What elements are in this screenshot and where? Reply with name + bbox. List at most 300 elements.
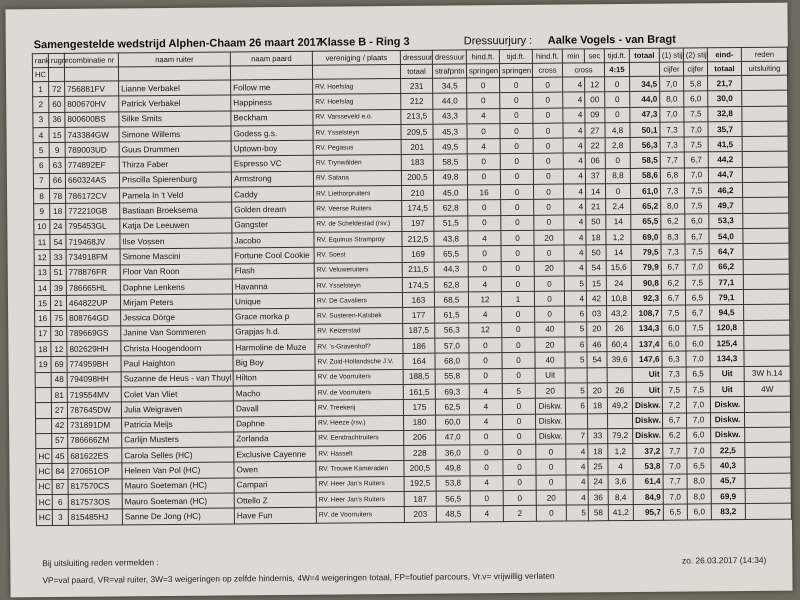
cell-reden [742,152,788,168]
cell-s1: 7,0 [660,76,684,92]
cell-ts: 2 [503,506,536,522]
cell-min: 4 [563,138,585,153]
col-cijfer2: cijfer [683,62,707,76]
cell-sec: 50 [586,245,606,260]
cell-ver: RV. Heer Jan's Ruiters [316,476,404,492]
cell-tot: 58,6 [630,168,660,184]
cell-s2: 6,5 [687,458,711,474]
cell-rug: 45 [52,449,68,464]
cell-eind: 49,7 [709,198,743,214]
cell-rank: 13 [34,265,50,280]
cell-min: 5 [564,276,586,291]
cell-tot: Uit [632,382,662,398]
cell-rug: 42 [52,418,68,433]
cell-hc: 0 [534,276,564,292]
cell-comb: 719468JV [66,234,120,250]
cell-ruiter: Simone Mascini [120,248,232,264]
cell-paard: Owen [234,462,316,478]
cell-hs: 0 [470,445,503,461]
cell-hs: 16 [467,185,500,201]
col-cross2: cross [562,63,604,77]
cell-rank: 4 [33,127,49,142]
cell-comb: 772210GB [66,203,120,219]
cell-dr: 192,5 [404,476,436,492]
cell-ruiter: Patrick Verbakel [119,95,231,111]
cell-ver: RV. Soest [314,247,402,263]
cell-paard: Grace morka p [233,309,315,325]
cell-sp: 49,8 [433,170,467,186]
cell-hc: 0 [533,184,563,200]
cell-sp: 47,0 [436,430,470,446]
cell-min: 4 [566,444,588,459]
cell-min: 4 [563,169,585,184]
cell-hs: 0 [468,215,501,231]
cell-eind: 83,2 [711,504,745,520]
cell-reden [743,197,789,213]
cell-min: 4 [563,92,585,107]
cell-paard: Havanna [232,278,314,294]
cell-tc: 26 [607,382,632,398]
cell-ruiter: Bastiaan Broeksema [120,202,232,218]
cell-s1: 7,7 [660,152,684,168]
cell-tot: 69,0 [631,229,661,245]
cell-s1: 6,0 [662,321,686,337]
cell-dr: 164 [403,354,435,370]
cell-paard: Happiness [231,95,313,111]
cell-ruiter: Patricia Meijs [122,416,234,432]
cell-rug: 27 [51,403,67,418]
cell-dr: 209,5 [401,124,433,140]
cell-s1: 7,0 [660,107,684,123]
cell-sp: 56,3 [435,323,469,339]
cell-s1: 7,7 [663,443,687,459]
cell-eind: 125,4 [710,336,744,352]
cell-hc: 0 [533,138,563,154]
cell-hs: 0 [470,429,503,445]
cell-tot: 65,5 [631,214,661,230]
cell-ruiter: Jessica Dörge [121,309,233,325]
cell-comb: 815485HJ [68,509,122,525]
cell-ver: RV. Hoefslag [313,78,401,94]
cell-ts: 0 [501,200,534,216]
cell-rug: 24 [50,219,66,234]
cell-s1: 7,3 [660,183,684,199]
cell-ver: RV. Veluweruiters [314,262,402,278]
cell-eind: 79,1 [709,290,743,306]
cell-eind: Diskw. [711,427,745,443]
col-eind-totaal: totaal [707,62,741,76]
cell-ts: 0 [503,460,536,476]
cell-tc: 4,8 [605,122,630,138]
cell-paard: Exclusive Cayenne [234,446,316,462]
competition-title: Samengestelde wedstrijd Alphen-Chaam 26 maart 2017 [33,36,322,52]
cell-ts: 0 [500,93,533,109]
cell-min: 5 [565,352,587,367]
cell-min: 7 [566,429,588,444]
cell-rank: 17 [35,326,51,341]
cell-ts: 0 [501,215,534,231]
cell-sp: 45,3 [433,124,467,140]
cell-eind: 64,7 [709,244,743,260]
cell-rug: 69 [51,357,67,372]
cell-reden [743,289,789,305]
cell-paard: Macho [233,385,315,401]
cell-tc: 26 [607,321,632,337]
cell-hc: 0 [533,77,563,93]
col-hind-cross: hind.ft. [532,49,562,63]
col-cijfer1: cijfer [659,62,683,76]
cell-tc: 79,2 [608,428,633,444]
cell-ruiter: Colet Van Vliet [121,386,233,402]
cell-rank [35,387,51,402]
cell-paard: Follow me [231,79,313,95]
cell-tot: 79,5 [631,244,661,260]
cell-eind: 32,8 [708,106,742,122]
cell-rug: 87 [52,479,68,494]
cell-ruiter: Lianne Verbakel [119,80,231,96]
cell-eind: 21,7 [708,76,742,92]
cell-rank: HC [36,449,52,464]
col-cross1: cross [532,63,562,77]
cell-hc: Diskw. [535,398,565,414]
cell-dr: 212,5 [402,231,434,247]
cell-s2: 7,5 [684,106,708,122]
cell-ts: 0 [500,123,533,139]
cell-hc: 0 [536,475,566,491]
cell-dr: 200,5 [404,461,436,477]
cell-dr: 201 [401,139,433,155]
cell-ver: RV. Heeze (rsv.) [316,415,404,431]
cell-eind: 120,8 [710,320,744,336]
cell-paard: Beckham [231,110,313,126]
cell-dr: 180 [404,415,436,431]
cell-comb: 786172CV [66,188,120,204]
cell-paard: Jacobo [232,232,314,248]
cell-s1: 7,3 [661,244,685,260]
cell-reden [743,274,789,290]
cell-s1: 7,5 [662,305,686,321]
cell-ver: RV. de Voorruiters [315,369,403,385]
cell-tc: 8,8 [605,168,630,184]
cell-sec: 36 [588,490,608,505]
cell-reden [745,503,791,519]
cell-paard: Ottello Z [234,492,316,508]
cell-hc: 0 [534,215,564,231]
cell-paard: Have Fun [234,508,316,524]
cell-s1: 7,3 [662,367,686,383]
cell-sp: 57,0 [435,338,469,354]
cell-tot: 37,2 [633,443,663,459]
cell-tot: 61,0 [630,183,660,199]
cell-hs: 0 [468,200,501,216]
cell-rank: 19 [35,357,51,372]
cell-tc: 1,2 [608,444,633,460]
jury-label: Dressuurjury : [463,34,533,48]
cell-reden [744,335,790,351]
cell-min: 4 [566,459,588,474]
cell-s2: 6,7 [684,152,708,168]
cell-s1: 7,0 [663,489,687,505]
cell-ver: RV. de Voorruiters [316,507,404,523]
cell-min: 4 [563,184,585,199]
cell-hs: 4 [470,475,503,491]
cell-hs: 0 [468,261,501,277]
cell-min: 4 [564,199,586,214]
results-table [32,47,792,526]
cell-rug: 57 [52,433,68,448]
cell-tc: 39,6 [607,352,632,368]
cell-min: 4 [566,475,588,490]
cell-reden [745,458,791,474]
cell-s2: 7,0 [686,351,710,367]
cell-reden [742,106,788,122]
cell-s2: 7,0 [684,168,708,184]
cell-hc: 0 [533,108,563,124]
cell-comb: 808764GD [67,310,121,326]
cell-eind: 35,7 [708,121,742,137]
cell-ts: 0 [503,429,536,445]
cell-rug: 33 [50,250,66,265]
cell-eind: Uit [710,366,744,382]
cell-sp: 36,0 [436,445,470,461]
cell-sp: 34,5 [433,78,467,94]
cell-s1: 6,3 [662,351,686,367]
cell-sp: 45,0 [434,185,468,201]
col-paard: naam paard [230,51,312,66]
cell-s1: 6,2 [663,428,687,444]
cell-s2: 6,0 [685,213,709,229]
cell-hs: 0 [470,491,503,507]
cell-tc: 4 [608,459,633,475]
cell-hs: 4 [468,276,501,292]
col-springen1: springen [466,64,499,78]
cell-tot: 95,7 [633,505,663,521]
cell-sp: 62,5 [435,399,469,415]
cell-paard: Hilton [233,370,315,386]
cell-sec: 20 [587,321,607,336]
col-stijl1: (1) stijl [659,48,683,62]
col-eind: eind- [707,48,741,62]
cell-min: 5 [565,322,587,337]
cell-min: 6 [565,337,587,352]
cell-tot: 79,9 [631,260,661,276]
cell-hc: Diskw. [536,429,566,445]
cell-comb: 786665HL [66,280,120,296]
col-uitsluiting: uitsluiting [741,61,787,75]
cell-hc: 20 [535,337,565,353]
cell-tc [607,367,632,383]
cell-ver: RV. Heer Jan's Ruiters [316,491,404,507]
cell-dr: 212 [401,93,433,109]
cell-tot: 44,0 [630,92,660,108]
cell-eind: Diskw. [710,397,744,413]
cell-hc: 20 [534,230,564,246]
cell-sec [587,413,607,428]
cell-ver: RV. Eendrachtruiters [316,430,404,446]
cell-hs: 4 [467,108,500,124]
col-stijl2: (2) stijl [683,48,707,62]
cell-rank: 11 [34,235,50,250]
cell-sec: 27 [585,123,605,138]
cell-sec: 03 [587,306,607,321]
cell-rug: 18 [50,204,66,219]
col-hc: HC [32,68,48,82]
cell-reden [745,442,791,458]
cell-eind: 66,2 [709,259,743,275]
cell-ruiter: Guus Drummen [119,141,231,157]
cell-rank: 3 [33,112,49,127]
cell-dr: 161,5 [403,384,435,400]
cell-ver: RV. Satana [313,170,401,186]
cell-comb: 270651OP [68,463,122,479]
cell-min: 4 [564,291,586,306]
cell-s2: 6,7 [686,305,710,321]
cell-tot: 61,4 [633,474,663,490]
cell-ruiter: Carola Selles (HC) [122,447,234,463]
cell-comb: 681622ES [68,448,122,464]
col-sec: sec [584,49,604,63]
cell-hc: 0 [533,169,563,185]
cell-reden [742,182,788,198]
col-dressuur-straf: dressuur [432,50,466,64]
cell-hs: 0 [467,78,500,94]
cell-comb: 789003UD [65,142,119,158]
cell-min: 4 [564,260,586,275]
cell-sp: 68,0 [435,353,469,369]
cell-hs: 0 [469,368,502,384]
cell-tc: 8,4 [608,489,633,505]
cell-dr: 210 [402,185,434,201]
cell-s2: 7,0 [684,122,708,138]
cell-tot: 108,7 [632,306,662,322]
cell-tot: 50,1 [630,122,660,138]
cell-ruiter: Sanne De Jong (HC) [122,508,234,524]
cell-ruiter: Katja De Leeuwen [120,218,232,234]
cell-sec: 22 [585,138,605,153]
cell-ver: RV. Veerse Ruiters [314,201,402,217]
cell-eind: Uit [710,381,744,397]
cell-sec: 12 [585,77,605,92]
cell-sec: 24 [588,474,608,489]
cell-ts: 0 [500,108,533,124]
col-rugnr: rugnr [48,53,64,67]
cell-rank: 5 [33,143,49,158]
cell-eind: 44,7 [708,167,742,183]
cell-hc: 20 [535,383,565,399]
cell-rug: 3 [52,510,68,525]
cell-eind: 41,5 [708,137,742,153]
cell-reden [743,259,789,275]
cell-comb: 794098HH [67,372,121,388]
cell-s2: 7,0 [686,397,710,413]
cell-min: 4 [564,230,586,245]
cell-eind: 40,3 [711,458,745,474]
cell-eind: 45,7 [711,473,745,489]
cell-comb: 802629HH [67,341,121,357]
cell-s1: 8,3 [661,229,685,245]
cell-paard: Unique [232,293,314,309]
cell-tc: 0 [605,76,630,92]
col-min: min [562,49,584,63]
cell-ts: 5 [502,383,535,399]
cell-sp: 44,3 [434,261,468,277]
cell-reden [742,121,788,137]
cell-rug: 39 [50,280,66,295]
cell-rank [36,418,52,433]
cell-s2: 7,0 [687,443,711,459]
cell-tc: 10,8 [606,291,631,307]
cell-tc [607,413,632,429]
cell-rug: 51 [50,265,66,280]
cell-comb: 817570CS [68,479,122,495]
cell-hs: 4 [469,307,502,323]
cell-s1: 7,0 [663,458,687,474]
cell-s2: 7,5 [684,183,708,199]
cell-rug: 78 [50,188,66,203]
cell-eind: Diskw. [710,412,744,428]
cell-rug: 6 [52,494,68,509]
cell-ts: 0 [500,154,533,170]
cell-dr: 174,5 [402,277,434,293]
cell-ruiter: Thirza Faber [119,156,231,172]
cell-ts: 0 [501,246,534,262]
cell-s1: 6,8 [660,168,684,184]
col-springen2: springen [499,63,532,77]
cell-eind: 77,1 [709,274,743,290]
cell-ver: RV. Liethorpruiters [314,186,402,202]
cell-sec: 14 [585,184,605,199]
cell-sp: 58,5 [433,154,467,170]
cell-rug: 63 [49,158,65,173]
cell-min: 4 [564,245,586,260]
cell-sp: 49,5 [433,139,467,155]
cell-dr: 228 [404,445,436,461]
cell-s1: 8,0 [660,91,684,107]
col-strafpnt: strafpntn [432,64,466,78]
cell-sp: 48,5 [436,506,470,522]
col-tijd-norm: 4:15 [604,62,629,76]
cell-ver: RV. Ysselsteyn [313,124,401,140]
cell-rank: 7 [33,173,49,188]
cell-reden [744,412,790,428]
cell-eind: 134,3 [710,351,744,367]
cell-ts: 0 [502,337,535,353]
cell-eind: 53,3 [709,213,743,229]
cell-rank: 9 [34,204,50,219]
cell-hc: 0 [536,444,566,460]
cell-comb: 800600BS [65,112,119,128]
cell-paard: Davall [233,400,315,416]
cell-rug: 60 [49,97,65,112]
cell-tc: 41,2 [608,505,633,521]
cell-ver: RV. Treekerij [315,400,403,416]
cell-comb: 756881FV [65,81,119,97]
cell-min: 4 [563,123,585,138]
cell-ts: 0 [503,490,536,506]
cell-sec: 50 [586,214,606,229]
cell-dr: 163 [402,292,434,308]
class-label: Klasse B - Ring 3 [319,35,410,49]
cell-tc: 43,2 [607,306,632,322]
cell-min: 5 [565,383,587,398]
cell-rank: 16 [35,311,51,326]
cell-ts: 0 [503,444,536,460]
cell-tot: 137,4 [632,336,662,352]
cell-sec: 21 [586,199,606,214]
cell-rank: 18 [35,342,51,357]
cell-tot: 58,5 [630,153,660,169]
cell-rank [36,433,52,448]
